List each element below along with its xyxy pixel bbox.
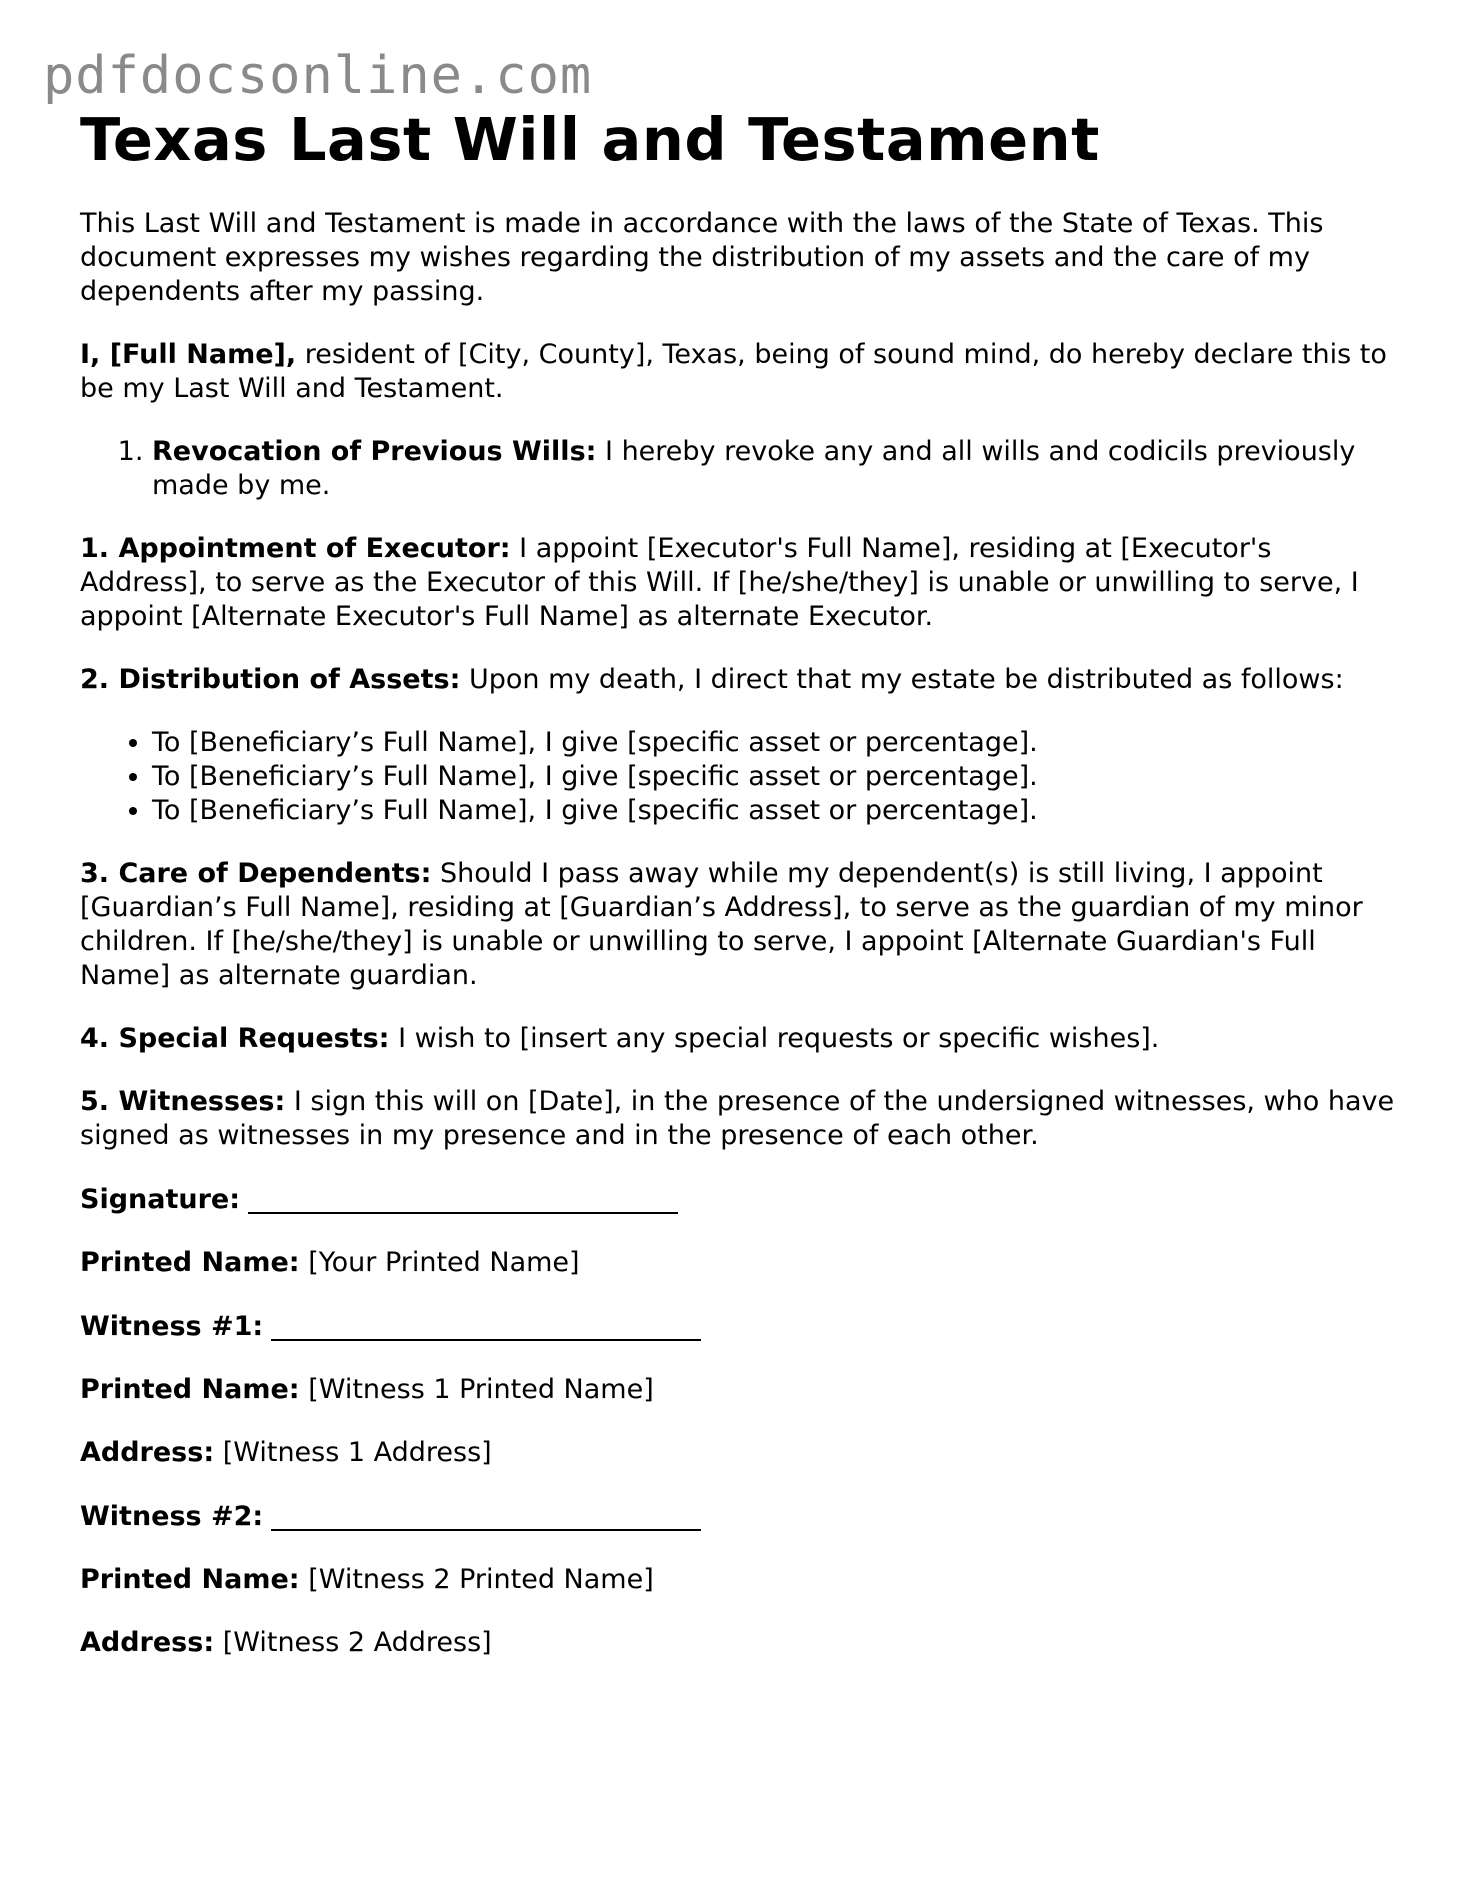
revocation-bold: Revocation of Previous Wills: [152, 436, 597, 467]
witness2-printed-label: Printed Name: [80, 1564, 300, 1595]
watermark: pdfdocsonline.com [43, 46, 593, 106]
witness1-address-label: Address: [80, 1437, 215, 1468]
intro-paragraph: This Last Will and Testament is made in accordance with the laws of the State of Texas. This document expresses my wishes regarding the distribution of my assets and the care of my dependents after my passing. [80, 208, 1324, 307]
requests-text: I wish to [insert any special requests or specific wishes]. [389, 1023, 1160, 1054]
dependents-section [80, 857, 1400, 993]
dependents-text: Should I pass away while my dependent(s) is still living, I appoint [Guardian’s Full Name], residing at [Guardian’s Address], to serve as the guardian of my minor children. If [he/she/they] is unable or unwilling to serve, I appoint [Alternate Guardian's Full Name] as alternate guardian. [80, 858, 1363, 991]
signature-row [80, 1182, 1400, 1217]
witness2-printed-value: [Witness 2 Printed Name] [308, 1564, 654, 1595]
distribution-section [80, 663, 1400, 697]
witness2-row [80, 1499, 1400, 1534]
executor-section [80, 532, 1400, 634]
witness1-printed-value: [Witness 1 Printed Name] [308, 1374, 654, 1405]
declaration-bold: I, [Full Name], [80, 339, 297, 370]
witnesses-heading: 5. Witnesses: [80, 1086, 286, 1117]
printed-name-row [80, 1246, 1400, 1280]
printed-name-label: Printed Name: [80, 1247, 300, 1278]
witness1-printed-label: Printed Name: [80, 1374, 300, 1405]
declaration-paragraph [80, 338, 1400, 406]
printed-name-value: [Your Printed Name] [308, 1247, 580, 1278]
distribution-heading: 2. Distribution of Assets: [80, 664, 461, 695]
list-item: • To [Beneficiary’s Full Name], I give [specific asset or percentage]. [152, 726, 1400, 760]
witness2-address-value: [Witness 2 Address] [222, 1627, 492, 1658]
declaration-text: resident of [City, County], Texas, being of sound mind, do hereby declare this to be my Last Will and Testament. [80, 339, 1387, 404]
witnesses-section [80, 1085, 1400, 1153]
witness1-address-row [80, 1436, 1400, 1470]
witness2-address-row [80, 1626, 1400, 1660]
requests-section [80, 1022, 1400, 1056]
signature-label: Signature: [80, 1184, 241, 1215]
witness1-address-value: [Witness 1 Address] [222, 1437, 492, 1468]
list-item [152, 435, 1400, 503]
witness2-address-label: Address: [80, 1627, 215, 1658]
witness2-printed-row [80, 1563, 1400, 1597]
list-item: • To [Beneficiary’s Full Name], I give [specific asset or percentage]. [152, 760, 1400, 794]
document-page [80, 100, 1400, 1660]
executor-heading: 1. Appointment of Executor: [80, 533, 511, 564]
distribution-text: Upon my death, I direct that my estate be distributed as follows: [460, 664, 1344, 695]
executor-text: I appoint [Executor's Full Name], residing at [Executor's Address], to serve as the Executor of this Will. If [he/she/they] is unable or unwilling to serve, I appoint [Alternate Executor's Full Name] as alternate Executor. [80, 533, 1359, 632]
dependents-heading: 3. Care of Dependents: [80, 858, 432, 889]
witness1-row [80, 1309, 1400, 1344]
revocation-list [80, 435, 1400, 503]
witness2-label: Witness #2: [80, 1501, 264, 1532]
signature-line[interactable] [248, 1182, 678, 1214]
requests-heading: 4. Special Requests: [80, 1023, 390, 1054]
witnesses-text: I sign this will on [Date], in the presence of the undersigned witnesses, who have signed as witnesses in my presence and in the presence of each other. [80, 1086, 1395, 1151]
beneficiary-list [80, 726, 1400, 828]
witness1-printed-row [80, 1373, 1400, 1407]
revocation-text: I hereby revoke any and all wills and codicils previously made by me. [152, 436, 1356, 501]
witness1-signature-line[interactable] [271, 1309, 701, 1341]
witness2-signature-line[interactable] [271, 1499, 701, 1531]
list-item: • To [Beneficiary’s Full Name], I give [specific asset or percentage]. [152, 794, 1400, 828]
witness1-label: Witness #1: [80, 1311, 264, 1342]
document-title: Texas Last Will and Testament [80, 105, 1100, 174]
